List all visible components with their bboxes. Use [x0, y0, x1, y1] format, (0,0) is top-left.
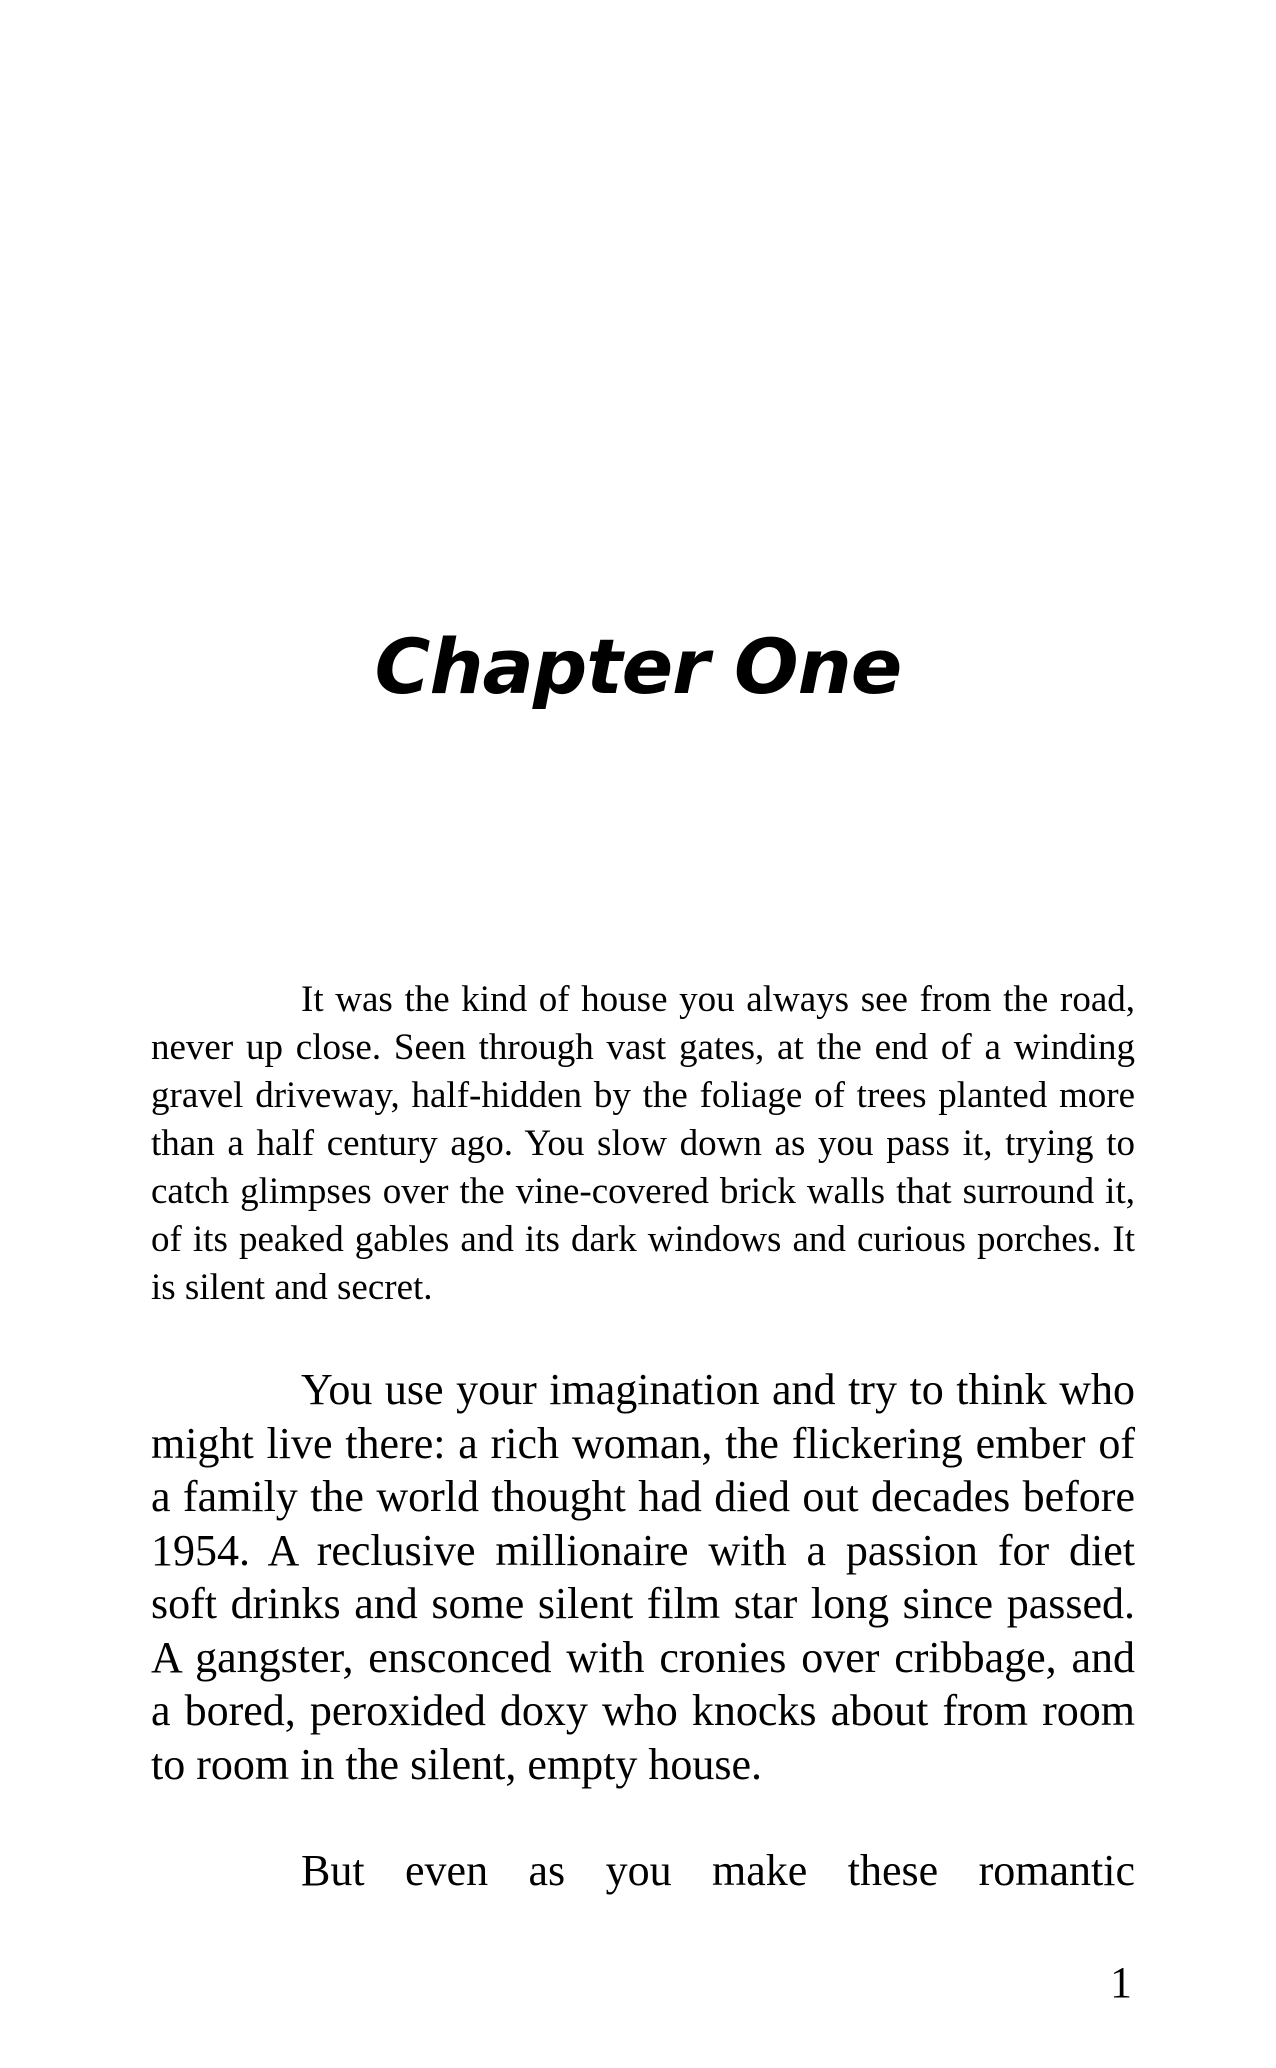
paragraph-2: You use your imagination and try to think who might live there: a rich woman, the flickering ember of a family the world thought had died out decades before 1954. A reclusive millionaire with a passion for diet soft drinks and some silent film star long since passed. A gangster, ensconced with cronies over cribbage, and a bored, peroxided doxy who knocks about from room to room in the silent, empty house.	[151, 1365, 1135, 1789]
chapter-title: Chapter One	[374, 622, 902, 711]
paragraph-1: It was the kind of house you always see from the road, never up close. Seen through vast gates, at the end of a winding gravel driveway, half-hidden by the foliage of trees planted more than a half century ago. You slow down as you pass it, trying to catch glimpses over the vine-covered brick walls that surround it, of its peaked gables and its dark windows and curious porches. It is silent and secret.	[151, 979, 1135, 1308]
page-number: 1	[1110, 1958, 1132, 2007]
paragraph-3: But even as you make these romantic	[301, 1846, 1135, 1895]
